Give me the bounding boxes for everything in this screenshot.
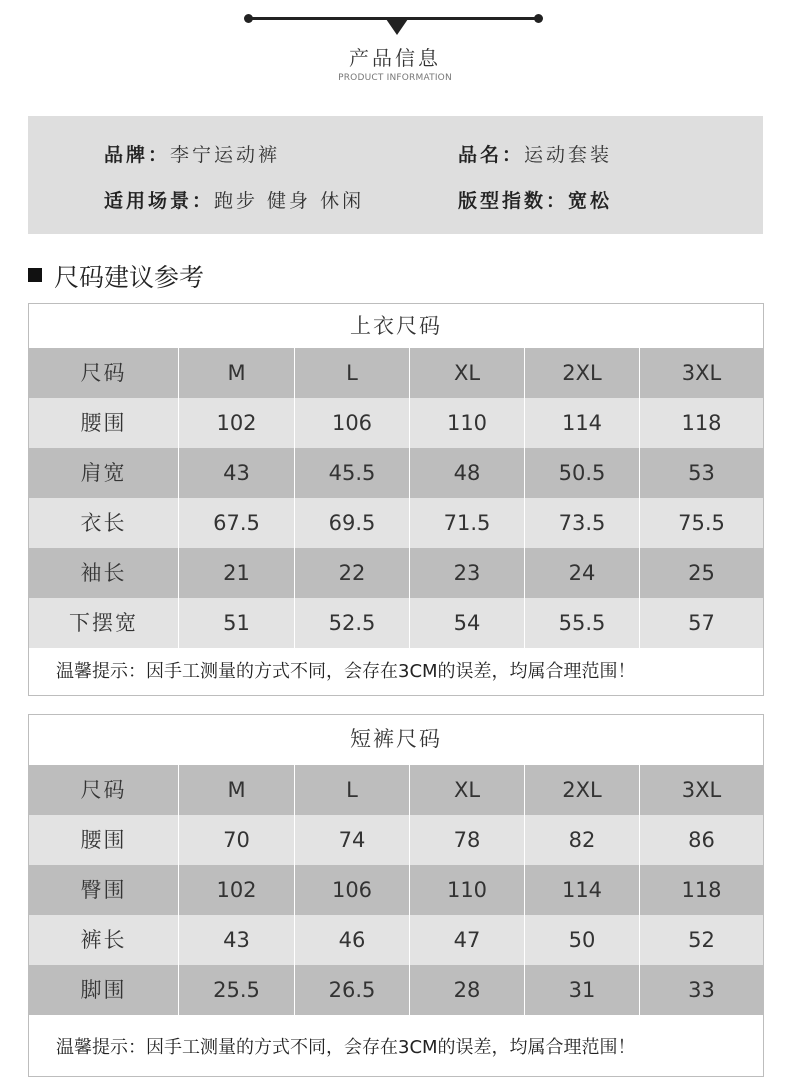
table-cell: 3XL xyxy=(681,778,722,802)
table-cell: 70 xyxy=(179,815,295,865)
table-cell: 31 xyxy=(525,965,640,1015)
table-cell: 102 xyxy=(179,865,295,915)
top-table-caption: 上衣尺码 xyxy=(350,314,442,338)
table-header-row xyxy=(29,348,763,398)
fit-value: 宽松 xyxy=(568,190,613,212)
table-cell: M xyxy=(179,765,295,815)
table-cell: 腰围 xyxy=(29,815,179,865)
table-cell: 114 xyxy=(525,865,640,915)
header-divider xyxy=(0,17,790,20)
table-cell: 3XL xyxy=(681,361,722,385)
divider-dot-left xyxy=(244,14,253,23)
table-cell: 54 xyxy=(410,598,525,648)
product-info-panel xyxy=(28,116,763,234)
table-cell: 25.5 xyxy=(179,965,295,1015)
table-row xyxy=(29,398,763,448)
table-row xyxy=(29,865,763,915)
table-cell: 110 xyxy=(410,398,525,448)
square-bullet-icon xyxy=(28,268,42,282)
table-cell: 69.5 xyxy=(295,498,410,548)
table-cell: 71.5 xyxy=(410,498,525,548)
table-cell: 86 xyxy=(688,828,715,852)
table-row xyxy=(29,915,763,965)
fit-label: 版型指数： xyxy=(458,190,569,212)
table-cell: 106 xyxy=(295,865,410,915)
table-cell: 51 xyxy=(179,598,295,648)
table-cell: 下摆宽 xyxy=(29,598,179,648)
table-row xyxy=(29,448,763,498)
table-cell: 腰围 xyxy=(29,398,179,448)
table-cell: 67.5 xyxy=(179,498,295,548)
table-cell: 75.5 xyxy=(678,511,725,535)
table-cell: 55.5 xyxy=(525,598,640,648)
table-cell: 45.5 xyxy=(295,448,410,498)
table-cell: 48 xyxy=(410,448,525,498)
table-cell: 21 xyxy=(179,548,295,598)
top-size-table xyxy=(28,303,764,696)
table-cell: 43 xyxy=(179,915,295,965)
table-cell: 74 xyxy=(295,815,410,865)
table-cell: 78 xyxy=(410,815,525,865)
table-cell: 25 xyxy=(688,561,715,585)
table-row xyxy=(29,498,763,548)
table-header-row xyxy=(29,765,763,815)
table-cell: 52 xyxy=(688,928,715,952)
table-cell: 26.5 xyxy=(295,965,410,1015)
table-cell: 23 xyxy=(410,548,525,598)
brand-row xyxy=(104,140,280,167)
table-cell: 裤长 xyxy=(29,915,179,965)
scene-row xyxy=(104,186,364,213)
table-cell: 33 xyxy=(688,978,715,1002)
table-cell: L xyxy=(295,348,410,398)
table-cell: 47 xyxy=(410,915,525,965)
table-row xyxy=(29,598,763,648)
table-cell: L xyxy=(295,765,410,815)
measurement-note: 温馨提示：因手工测量的方式不同，会存在3CM的误差，均属合理范围！ xyxy=(56,1037,636,1058)
table-cell: 106 xyxy=(295,398,410,448)
table-cell: 24 xyxy=(525,548,640,598)
table-cell: 43 xyxy=(179,448,295,498)
table-cell: 110 xyxy=(410,865,525,915)
page-title: 产品信息 xyxy=(349,46,441,70)
table-cell: 衣长 xyxy=(29,498,179,548)
table-row xyxy=(29,965,763,1015)
table-cell: XL xyxy=(410,765,525,815)
table-cell: 尺码 xyxy=(29,348,179,398)
table-cell: 82 xyxy=(525,815,640,865)
table-cell: 118 xyxy=(681,411,722,435)
brand-label: 品牌： xyxy=(104,144,171,166)
table-cell: 57 xyxy=(688,611,715,635)
table-cell: 28 xyxy=(410,965,525,1015)
table-cell: M xyxy=(179,348,295,398)
table-cell: XL xyxy=(410,348,525,398)
table-cell: 袖长 xyxy=(29,548,179,598)
brand-value: 李宁运动裤 xyxy=(170,144,281,166)
shorts-size-table xyxy=(28,714,764,1077)
divider-dot-right xyxy=(534,14,543,23)
table-cell: 114 xyxy=(525,398,640,448)
table-cell: 73.5 xyxy=(525,498,640,548)
table-cell: 2XL xyxy=(525,765,640,815)
scene-label: 适用场景： xyxy=(104,190,215,212)
product-name-label: 品名： xyxy=(458,144,525,166)
table-cell: 50 xyxy=(525,915,640,965)
size-guide-heading xyxy=(28,258,204,294)
product-name-row xyxy=(458,140,612,167)
table-row xyxy=(29,548,763,598)
table-cell: 臀围 xyxy=(29,865,179,915)
fit-row xyxy=(458,186,612,213)
table-cell: 50.5 xyxy=(525,448,640,498)
table-cell: 肩宽 xyxy=(29,448,179,498)
table-cell: 52.5 xyxy=(295,598,410,648)
table-cell: 2XL xyxy=(525,348,640,398)
measurement-note: 温馨提示：因手工测量的方式不同，会存在3CM的误差，均属合理范围！ xyxy=(56,661,636,682)
table-cell: 尺码 xyxy=(29,765,179,815)
table-cell: 46 xyxy=(295,915,410,965)
table-row xyxy=(29,815,763,865)
table-cell: 102 xyxy=(179,398,295,448)
product-name-value: 运动套装 xyxy=(524,144,613,166)
divider-triangle-icon xyxy=(386,19,408,35)
shorts-table-caption: 短裤尺码 xyxy=(350,727,442,751)
page-subtitle: PRODUCT INFORMATION xyxy=(338,73,452,83)
size-guide-title: 尺码建议参考 xyxy=(54,263,205,292)
scene-value: 跑步 健身 休闲 xyxy=(214,190,365,212)
table-cell: 53 xyxy=(688,461,715,485)
table-cell: 脚围 xyxy=(29,965,179,1015)
table-cell: 22 xyxy=(295,548,410,598)
table-cell: 118 xyxy=(681,878,722,902)
